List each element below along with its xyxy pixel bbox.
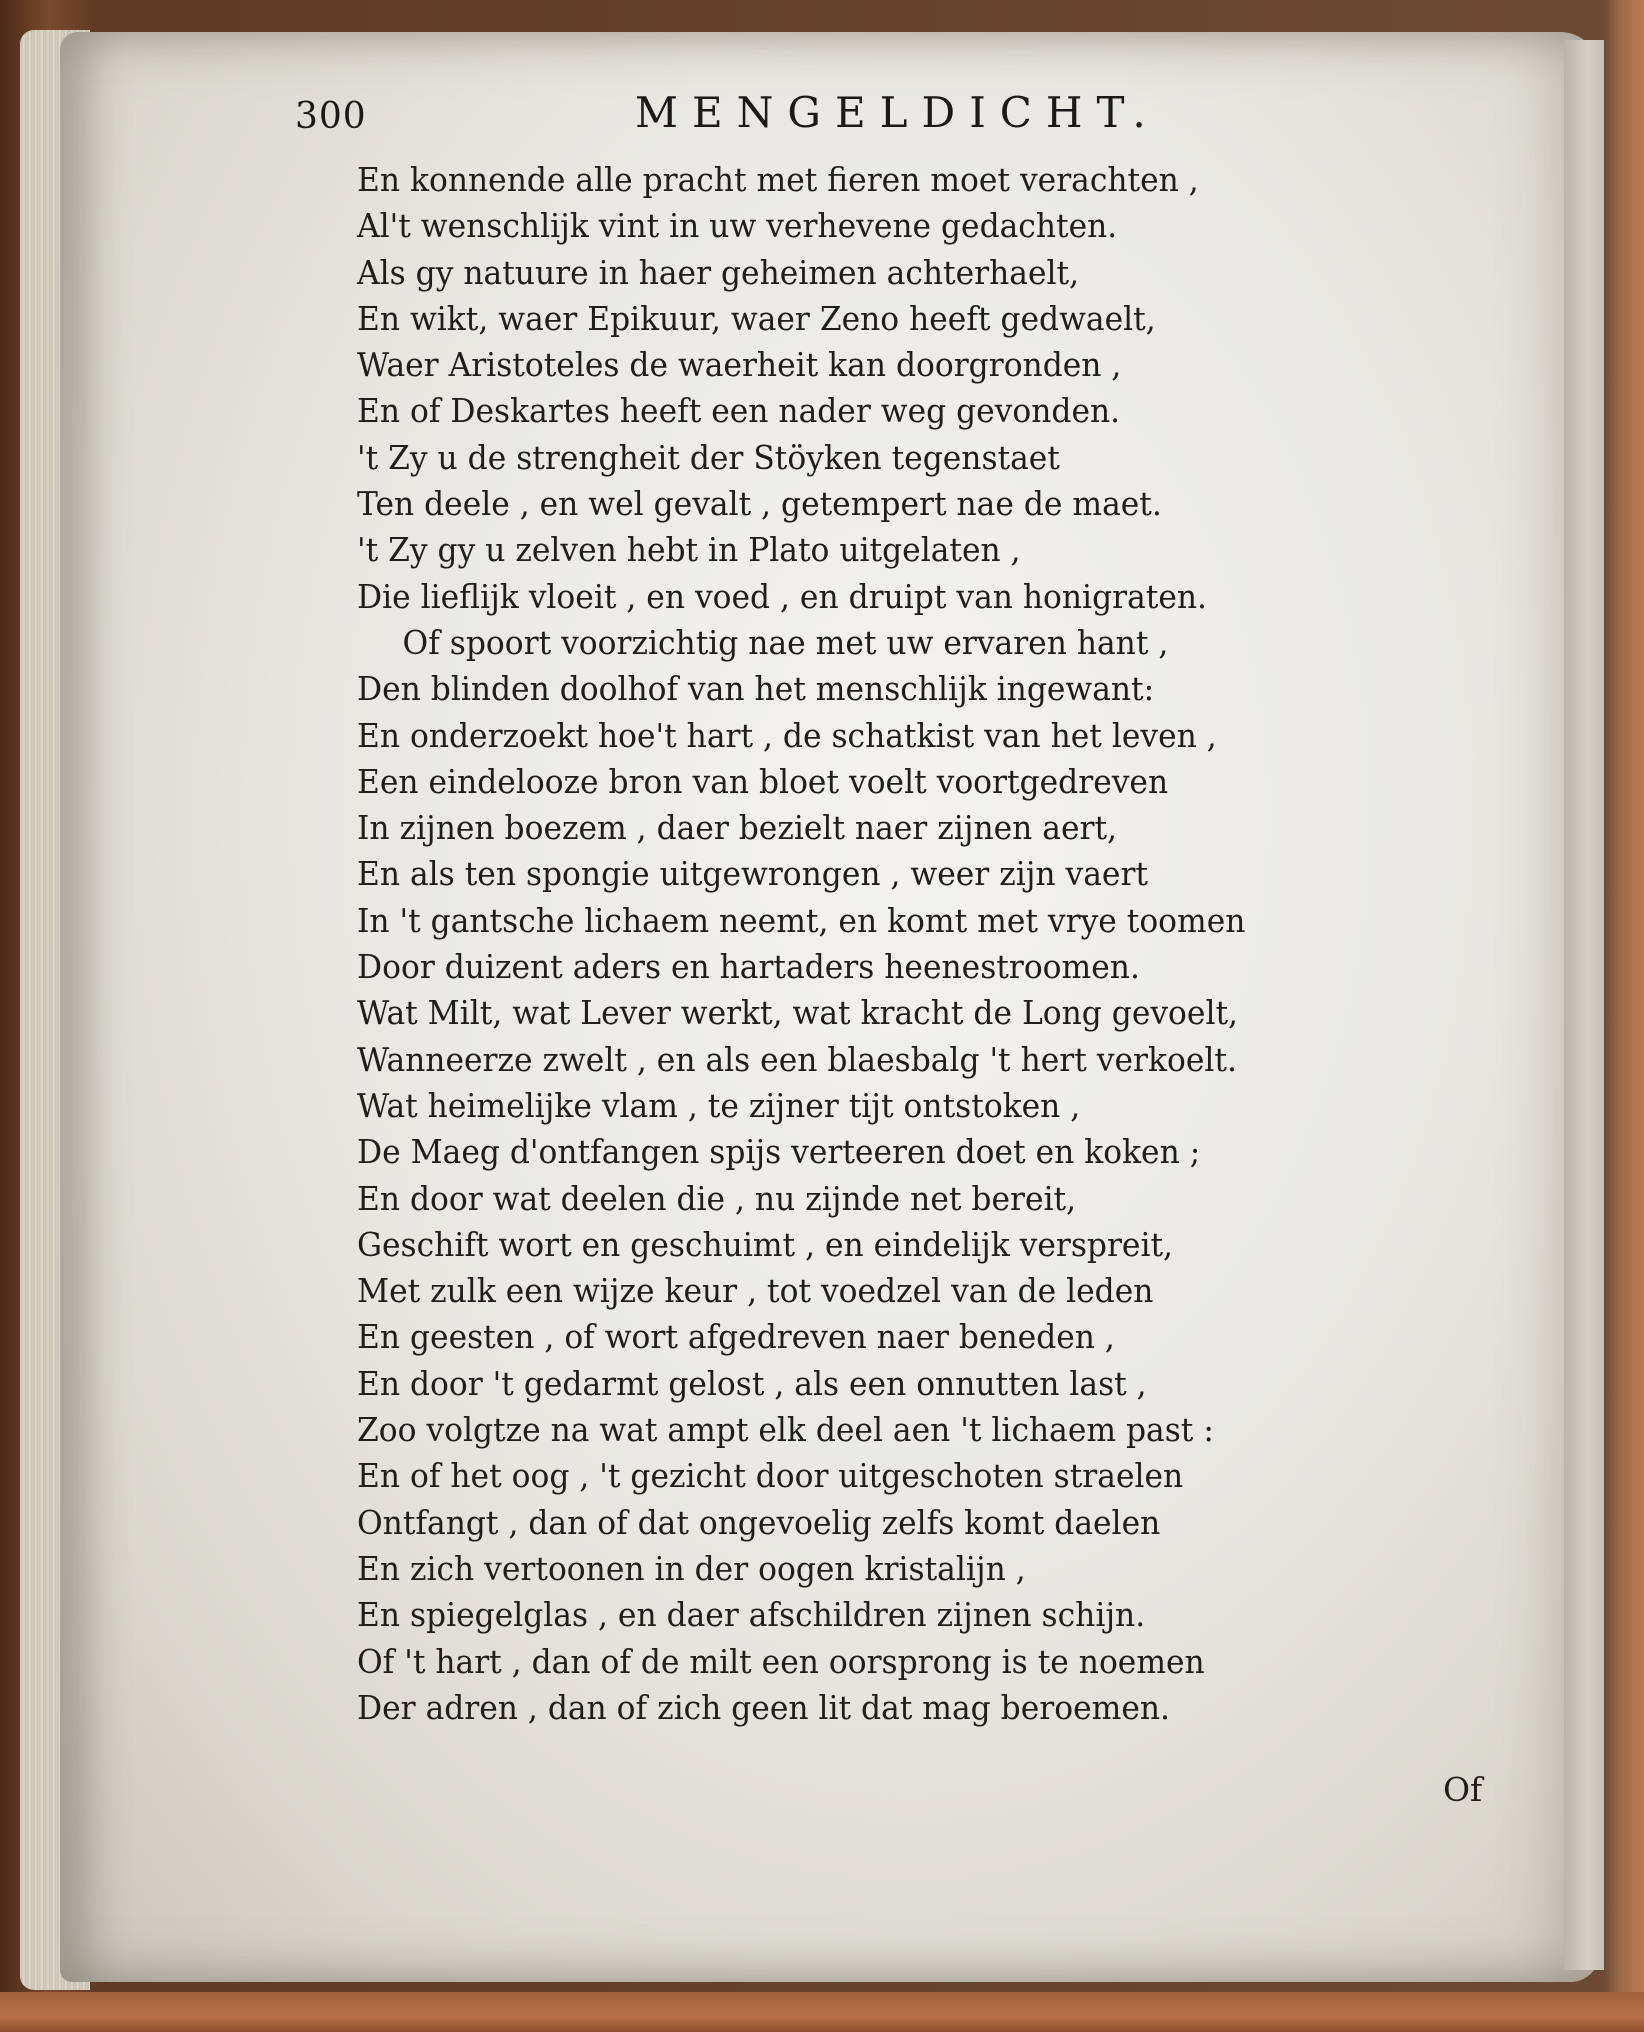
page-number: 300 [295,96,367,137]
verse-line: En door wat deelen die , nu zijnde net bereit, [357,1178,1077,1218]
verse-line: Den blinden doolhof van het menschlijk ingewant: [357,669,1155,709]
facing-page-edge [1564,40,1604,1970]
verse-line: Geschift wort en geschuimt , en eindelijk verspreit, [357,1224,1174,1264]
verse-line: Wanneerze zwelt , en als een blaesbalg 't hert verkoelt. [357,1039,1237,1079]
verse-line: Met zulk een wijze keur , tot voedzel van de leden [357,1271,1154,1311]
verse-line: En onderzoekt hoe't hart , de schatkist van het leven , [357,715,1217,755]
verse-line: In zijnen boezem , daer bezielt naer zijnen aert, [357,808,1118,848]
verse-line: En wikt, waer Epikuur, waer Zeno heeft gedwaelt, [357,298,1156,338]
verse-line: Der adren , dan of zich geen lit dat mag beroemen. [357,1687,1170,1727]
verse-line: De Maeg d'ontfangen spijs verteeren doet en koken ; [357,1132,1201,1172]
verse-line: En spiegelglas , en daer afschildren zijnen schijn. [357,1595,1146,1635]
verse-line: Wat Milt, wat Lever werkt, wat kracht de Long gevoelt, [357,993,1239,1033]
verse-line: Zoo volgtze na wat ampt elk deel aen 't lichaem past : [357,1410,1214,1450]
book-cover-bottom [0,1992,1644,2032]
verse-line: In 't gantsche lichaem neemt, en komt met vrye toomen [357,900,1246,940]
page-header [295,88,1295,148]
verse-line: Wat heimelijke vlam , te zijner tijt ontstoken , [357,1085,1081,1125]
verse-line: Ontfangt , dan of dat ongevoelig zelfs komt daelen [357,1502,1161,1542]
catchword: Of [1443,1770,1483,1809]
verse-line: 't Zy gy u zelven hebt in Plato uitgelaten , [357,530,1021,570]
running-head: MENGELDICHT. [635,88,1160,137]
verse-line: 't Zy u de strengheit der Stöyken tegenstaet [357,437,1060,477]
verse-line: En geesten , of wort afgedreven naer beneden , [357,1317,1115,1357]
verse-line: Waer Aristoteles de waerheit kan doorgronden , [357,345,1122,385]
verse-line: Een eindelooze bron van bloet voelt voortgedreven [357,761,1169,801]
verse-line: Als gy natuure in haer geheimen achterhaelt, [357,252,1080,292]
verse-line: En of Deskartes heeft een nader weg gevonden. [357,391,1121,431]
verse-line: En als ten spongie uitgewrongen , weer zijn vaert [357,854,1149,894]
book-cover-right [1604,0,1644,2032]
verse-line: Of spoort voorzichtig nae met uw ervaren hant , [402,622,1169,662]
verse-line: En konnende alle pracht met fieren moet verachten , [357,160,1199,199]
verse-line: Die lieflijk vloeit , en voed , en druipt van honigraten. [357,576,1208,616]
poem-text [357,157,1537,1731]
verse-line: En of het oog , 't gezicht door uitgeschoten straelen [357,1456,1184,1496]
verse-line: Al't wenschlijk vint in uw verhevene gedachten. [357,206,1118,246]
verse-line: Door duizent aders en hartaders heenestroomen. [357,947,1140,987]
verse-line: Ten deele , en wel gevalt , getempert nae de maet. [357,484,1162,524]
verse-line: En zich vertoonen in der oogen kristalijn , [357,1548,1026,1588]
verse-line: Of 't hart , dan of de milt een oorsprong is te noemen [357,1641,1205,1681]
verse-line: En door 't gedarmt gelost , als een onnutten last , [357,1363,1147,1403]
